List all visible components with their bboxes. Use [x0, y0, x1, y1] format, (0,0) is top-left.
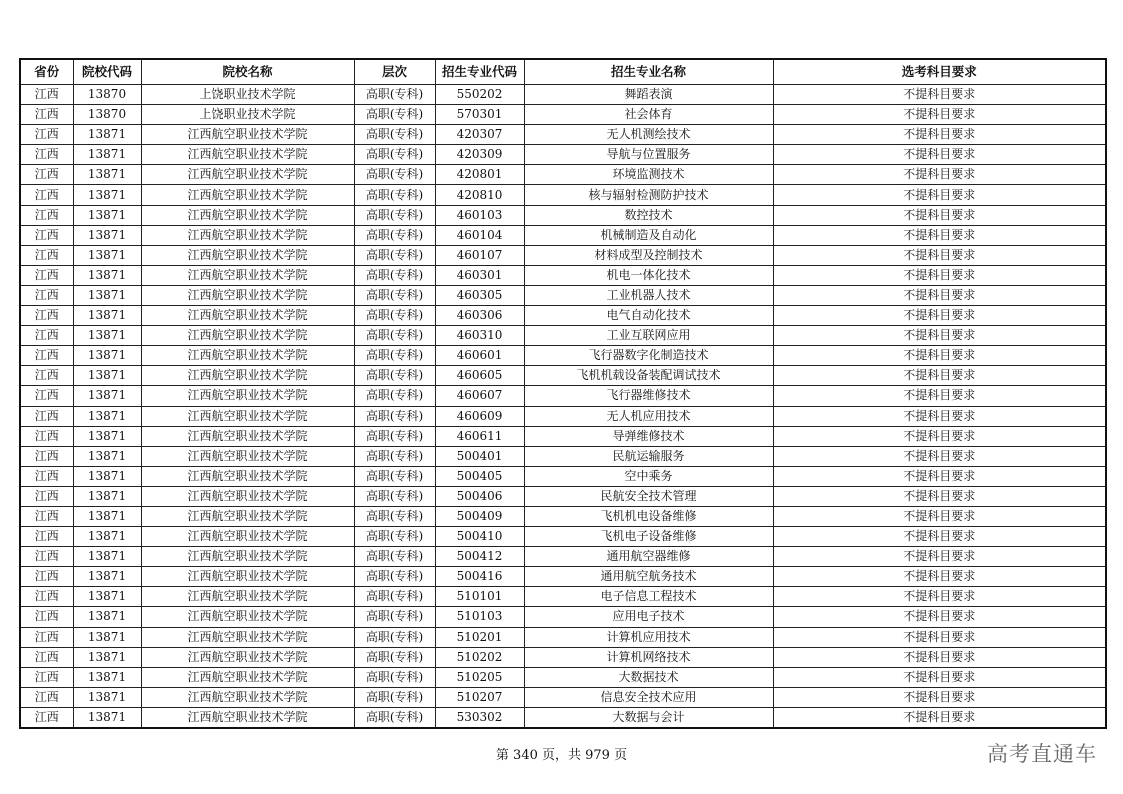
subject-requirement-cell: 不提科目要求: [773, 426, 1106, 446]
school-name-cell: 江西航空职业技术学院: [141, 145, 354, 165]
school-code-cell: 13871: [73, 667, 141, 687]
major-code-cell: 500412: [435, 547, 524, 567]
subject-requirement-cell: 不提科目要求: [773, 687, 1106, 707]
province-cell: 江西: [20, 165, 73, 185]
province-cell: 江西: [20, 326, 73, 346]
major-name-cell: 材料成型及控制技术: [524, 245, 773, 265]
school-name-cell: 江西航空职业技术学院: [141, 245, 354, 265]
province-cell: 江西: [20, 567, 73, 587]
subject-requirement-cell: 不提科目要求: [773, 245, 1106, 265]
school-code-cell: 13871: [73, 326, 141, 346]
province-cell: 江西: [20, 587, 73, 607]
major-code-cell: 460310: [435, 326, 524, 346]
table-row: [20, 386, 1106, 406]
province-cell: 江西: [20, 306, 73, 326]
admissions-table-container: [19, 58, 1105, 729]
major-code-cell: 500416: [435, 567, 524, 587]
table-row: [20, 567, 1106, 587]
major-code-cell: 530302: [435, 707, 524, 728]
subject-requirement-cell: 不提科目要求: [773, 567, 1106, 587]
school-name-cell: 江西航空职业技术学院: [141, 386, 354, 406]
subject-requirement-cell: 不提科目要求: [773, 225, 1106, 245]
province-cell: 江西: [20, 105, 73, 125]
table-row: [20, 446, 1106, 466]
level-cell: 高职(专科): [354, 245, 435, 265]
major-code-cell: 550202: [435, 85, 524, 105]
school-code-cell: 13871: [73, 205, 141, 225]
school-name-cell: 江西航空职业技术学院: [141, 165, 354, 185]
major-name-cell: 无人机应用技术: [524, 406, 773, 426]
level-cell: 高职(专科): [354, 285, 435, 305]
school-code-cell: 13871: [73, 486, 141, 506]
major-name-cell: 大数据技术: [524, 667, 773, 687]
subject-requirement-cell: 不提科目要求: [773, 205, 1106, 225]
major-name-cell: 飞机电子设备维修: [524, 527, 773, 547]
major-code-cell: 460305: [435, 285, 524, 305]
school-code-cell: 13871: [73, 406, 141, 426]
level-cell: 高职(专科): [354, 386, 435, 406]
table-row: [20, 647, 1106, 667]
major-code-cell: 460301: [435, 265, 524, 285]
province-cell: 江西: [20, 205, 73, 225]
province-cell: 江西: [20, 627, 73, 647]
subject-requirement-cell: 不提科目要求: [773, 285, 1106, 305]
table-row: [20, 145, 1106, 165]
province-cell: 江西: [20, 707, 73, 728]
province-cell: 江西: [20, 225, 73, 245]
major-name-cell: 应用电子技术: [524, 607, 773, 627]
subject-requirement-cell: 不提科目要求: [773, 506, 1106, 526]
table-row: [20, 707, 1106, 728]
level-cell: 高职(专科): [354, 426, 435, 446]
school-name-cell: 江西航空职业技术学院: [141, 185, 354, 205]
subject-requirement-cell: 不提科目要求: [773, 647, 1106, 667]
subject-requirement-cell: 不提科目要求: [773, 306, 1106, 326]
school-code-cell: 13871: [73, 707, 141, 728]
table-row: [20, 366, 1106, 386]
province-cell: 江西: [20, 346, 73, 366]
table-row: [20, 607, 1106, 627]
province-cell: 江西: [20, 466, 73, 486]
subject-requirement-cell: 不提科目要求: [773, 707, 1106, 728]
major-name-cell: 飞机机载设备装配调试技术: [524, 366, 773, 386]
level-cell: 高职(专科): [354, 165, 435, 185]
province-cell: 江西: [20, 366, 73, 386]
major-name-cell: 机电一体化技术: [524, 265, 773, 285]
table-row: [20, 667, 1106, 687]
major-name-cell: 数控技术: [524, 205, 773, 225]
school-code-cell: 13871: [73, 527, 141, 547]
major-code-cell: 460107: [435, 245, 524, 265]
major-code-cell: 510207: [435, 687, 524, 707]
school-name-cell: 江西航空职业技术学院: [141, 466, 354, 486]
level-cell: 高职(专科): [354, 346, 435, 366]
school-name-cell: 江西航空职业技术学院: [141, 607, 354, 627]
level-cell: 高职(专科): [354, 306, 435, 326]
subject-requirement-cell: 不提科目要求: [773, 346, 1106, 366]
subject-requirement-cell: 不提科目要求: [773, 527, 1106, 547]
major-name-cell: 环境监测技术: [524, 165, 773, 185]
table-row: [20, 687, 1106, 707]
school-code-cell: 13871: [73, 145, 141, 165]
table-row: [20, 205, 1106, 225]
school-name-cell: 江西航空职业技术学院: [141, 285, 354, 305]
major-code-cell: 510103: [435, 607, 524, 627]
table-row: [20, 306, 1106, 326]
table-row: [20, 165, 1106, 185]
major-name-cell: 计算机网络技术: [524, 647, 773, 667]
major-code-cell: 460601: [435, 346, 524, 366]
school-code-cell: 13871: [73, 547, 141, 567]
school-name-cell: 江西航空职业技术学院: [141, 366, 354, 386]
level-cell: 高职(专科): [354, 366, 435, 386]
province-cell: 江西: [20, 506, 73, 526]
major-name-cell: 民航运输服务: [524, 446, 773, 466]
school-code-cell: 13871: [73, 607, 141, 627]
subject-requirement-cell: 不提科目要求: [773, 446, 1106, 466]
major-code-cell: 510201: [435, 627, 524, 647]
school-name-cell: 江西航空职业技术学院: [141, 707, 354, 728]
level-cell: 高职(专科): [354, 607, 435, 627]
table-row: [20, 326, 1106, 346]
school-name-cell: 江西航空职业技术学院: [141, 306, 354, 326]
major-name-cell: 通用航空航务技术: [524, 567, 773, 587]
subject-requirement-cell: 不提科目要求: [773, 85, 1106, 105]
major-name-cell: 工业互联网应用: [524, 326, 773, 346]
school-name-cell: 江西航空职业技术学院: [141, 587, 354, 607]
major-name-cell: 大数据与会计: [524, 707, 773, 728]
level-cell: 高职(专科): [354, 647, 435, 667]
major-code-cell: 460104: [435, 225, 524, 245]
table-row: [20, 85, 1106, 105]
subject-requirement-cell: 不提科目要求: [773, 326, 1106, 346]
province-cell: 江西: [20, 426, 73, 446]
subject-requirement-cell: 不提科目要求: [773, 547, 1106, 567]
level-cell: 高职(专科): [354, 145, 435, 165]
level-cell: 高职(专科): [354, 446, 435, 466]
major-code-cell: 420309: [435, 145, 524, 165]
province-cell: 江西: [20, 285, 73, 305]
major-name-cell: 电子信息工程技术: [524, 587, 773, 607]
major-code-cell: 500409: [435, 506, 524, 526]
school-name-cell: 江西航空职业技术学院: [141, 486, 354, 506]
subject-requirement-cell: 不提科目要求: [773, 667, 1106, 687]
level-cell: 高职(专科): [354, 667, 435, 687]
school-code-cell: 13871: [73, 446, 141, 466]
major-name-cell: 通用航空器维修: [524, 547, 773, 567]
major-code-cell: 500401: [435, 446, 524, 466]
table-header-row: [20, 59, 1106, 85]
major-code-cell: 460607: [435, 386, 524, 406]
table-row: [20, 346, 1106, 366]
major-name-cell: 机械制造及自动化: [524, 225, 773, 245]
province-cell: 江西: [20, 125, 73, 145]
subject-requirement-cell: 不提科目要求: [773, 466, 1106, 486]
level-cell: 高职(专科): [354, 506, 435, 526]
header-major-code: 招生专业代码: [435, 59, 524, 85]
major-code-cell: 420810: [435, 185, 524, 205]
major-code-cell: 500406: [435, 486, 524, 506]
major-name-cell: 核与辐射检测防护技术: [524, 185, 773, 205]
level-cell: 高职(专科): [354, 265, 435, 285]
level-cell: 高职(专科): [354, 567, 435, 587]
major-code-cell: 460605: [435, 366, 524, 386]
subject-requirement-cell: 不提科目要求: [773, 386, 1106, 406]
school-code-cell: 13871: [73, 627, 141, 647]
subject-requirement-cell: 不提科目要求: [773, 145, 1106, 165]
major-code-cell: 420307: [435, 125, 524, 145]
subject-requirement-cell: 不提科目要求: [773, 486, 1106, 506]
school-name-cell: 江西航空职业技术学院: [141, 667, 354, 687]
major-name-cell: 信息安全技术应用: [524, 687, 773, 707]
school-name-cell: 江西航空职业技术学院: [141, 125, 354, 145]
subject-requirement-cell: 不提科目要求: [773, 105, 1106, 125]
province-cell: 江西: [20, 607, 73, 627]
table-row: [20, 406, 1106, 426]
table-row: [20, 105, 1106, 125]
subject-requirement-cell: 不提科目要求: [773, 265, 1106, 285]
header-level: 层次: [354, 59, 435, 85]
level-cell: 高职(专科): [354, 185, 435, 205]
school-code-cell: 13871: [73, 506, 141, 526]
level-cell: 高职(专科): [354, 326, 435, 346]
level-cell: 高职(专科): [354, 547, 435, 567]
major-code-cell: 500405: [435, 466, 524, 486]
major-code-cell: 460103: [435, 205, 524, 225]
level-cell: 高职(专科): [354, 527, 435, 547]
level-cell: 高职(专科): [354, 486, 435, 506]
subject-requirement-cell: 不提科目要求: [773, 406, 1106, 426]
province-cell: 江西: [20, 527, 73, 547]
table-row: [20, 265, 1106, 285]
school-code-cell: 13871: [73, 587, 141, 607]
school-name-cell: 江西航空职业技术学院: [141, 627, 354, 647]
table-row: [20, 426, 1106, 446]
school-code-cell: 13871: [73, 346, 141, 366]
level-cell: 高职(专科): [354, 85, 435, 105]
level-cell: 高职(专科): [354, 627, 435, 647]
major-name-cell: 舞蹈表演: [524, 85, 773, 105]
province-cell: 江西: [20, 185, 73, 205]
province-cell: 江西: [20, 386, 73, 406]
subject-requirement-cell: 不提科目要求: [773, 627, 1106, 647]
province-cell: 江西: [20, 486, 73, 506]
level-cell: 高职(专科): [354, 125, 435, 145]
school-code-cell: 13871: [73, 386, 141, 406]
province-cell: 江西: [20, 145, 73, 165]
province-cell: 江西: [20, 547, 73, 567]
page-number-footer: 第 340 页，共 979 页: [495, 748, 628, 763]
school-code-cell: 13871: [73, 687, 141, 707]
level-cell: 高职(专科): [354, 687, 435, 707]
table-row: [20, 466, 1106, 486]
major-code-cell: 420801: [435, 165, 524, 185]
major-code-cell: 570301: [435, 105, 524, 125]
school-name-cell: 上饶职业技术学院: [141, 85, 354, 105]
school-code-cell: 13871: [73, 185, 141, 205]
table-row: [20, 125, 1106, 145]
province-cell: 江西: [20, 245, 73, 265]
major-name-cell: 飞行器数字化制造技术: [524, 346, 773, 366]
header-major-name: 招生专业名称: [524, 59, 773, 85]
school-name-cell: 江西航空职业技术学院: [141, 225, 354, 245]
table-row: [20, 547, 1106, 567]
table-row: [20, 486, 1106, 506]
school-name-cell: 江西航空职业技术学院: [141, 687, 354, 707]
school-code-cell: 13871: [73, 265, 141, 285]
major-name-cell: 导航与位置服务: [524, 145, 773, 165]
school-code-cell: 13870: [73, 85, 141, 105]
level-cell: 高职(专科): [354, 707, 435, 728]
level-cell: 高职(专科): [354, 205, 435, 225]
major-name-cell: 社会体育: [524, 105, 773, 125]
major-code-cell: 460609: [435, 406, 524, 426]
school-name-cell: 江西航空职业技术学院: [141, 446, 354, 466]
level-cell: 高职(专科): [354, 225, 435, 245]
header-school-code: 院校代码: [73, 59, 141, 85]
school-name-cell: 江西航空职业技术学院: [141, 527, 354, 547]
major-name-cell: 民航安全技术管理: [524, 486, 773, 506]
major-name-cell: 空中乘务: [524, 466, 773, 486]
table-row: [20, 245, 1106, 265]
major-name-cell: 电气自动化技术: [524, 306, 773, 326]
subject-requirement-cell: 不提科目要求: [773, 165, 1106, 185]
province-cell: 江西: [20, 446, 73, 466]
header-subject-requirement: 选考科目要求: [773, 59, 1106, 85]
table-row: [20, 225, 1106, 245]
level-cell: 高职(专科): [354, 406, 435, 426]
table-row: [20, 587, 1106, 607]
major-name-cell: 飞机机电设备维修: [524, 506, 773, 526]
school-name-cell: 江西航空职业技术学院: [141, 406, 354, 426]
province-cell: 江西: [20, 687, 73, 707]
school-name-cell: 江西航空职业技术学院: [141, 506, 354, 526]
school-code-cell: 13871: [73, 245, 141, 265]
school-code-cell: 13871: [73, 125, 141, 145]
school-name-cell: 江西航空职业技术学院: [141, 567, 354, 587]
major-name-cell: 计算机应用技术: [524, 627, 773, 647]
school-name-cell: 江西航空职业技术学院: [141, 426, 354, 446]
province-cell: 江西: [20, 265, 73, 285]
subject-requirement-cell: 不提科目要求: [773, 366, 1106, 386]
table-body: [20, 85, 1106, 729]
watermark-logo-text: 高考直通车: [987, 742, 1097, 766]
major-code-cell: 460306: [435, 306, 524, 326]
major-name-cell: 飞行器维修技术: [524, 386, 773, 406]
table-row: [20, 185, 1106, 205]
subject-requirement-cell: 不提科目要求: [773, 587, 1106, 607]
school-code-cell: 13871: [73, 366, 141, 386]
province-cell: 江西: [20, 667, 73, 687]
school-code-cell: 13871: [73, 567, 141, 587]
school-code-cell: 13871: [73, 306, 141, 326]
school-code-cell: 13871: [73, 225, 141, 245]
school-code-cell: 13870: [73, 105, 141, 125]
major-code-cell: 510101: [435, 587, 524, 607]
school-name-cell: 江西航空职业技术学院: [141, 326, 354, 346]
school-name-cell: 江西航空职业技术学院: [141, 346, 354, 366]
table-row: [20, 627, 1106, 647]
major-name-cell: 工业机器人技术: [524, 285, 773, 305]
level-cell: 高职(专科): [354, 466, 435, 486]
table-row: [20, 527, 1106, 547]
school-name-cell: 江西航空职业技术学院: [141, 547, 354, 567]
major-code-cell: 510202: [435, 647, 524, 667]
subject-requirement-cell: 不提科目要求: [773, 185, 1106, 205]
school-name-cell: 江西航空职业技术学院: [141, 647, 354, 667]
province-cell: 江西: [20, 85, 73, 105]
school-name-cell: 江西航空职业技术学院: [141, 205, 354, 225]
table-row: [20, 506, 1106, 526]
major-code-cell: 500410: [435, 527, 524, 547]
school-code-cell: 13871: [73, 426, 141, 446]
level-cell: 高职(专科): [354, 587, 435, 607]
major-code-cell: 460611: [435, 426, 524, 446]
admissions-table: [19, 58, 1107, 729]
table-row: [20, 285, 1106, 305]
header-province: 省份: [20, 59, 73, 85]
school-name-cell: 江西航空职业技术学院: [141, 265, 354, 285]
header-school-name: 院校名称: [141, 59, 354, 85]
level-cell: 高职(专科): [354, 105, 435, 125]
province-cell: 江西: [20, 647, 73, 667]
school-name-cell: 上饶职业技术学院: [141, 105, 354, 125]
school-code-cell: 13871: [73, 165, 141, 185]
major-name-cell: 导弹维修技术: [524, 426, 773, 446]
province-cell: 江西: [20, 406, 73, 426]
school-code-cell: 13871: [73, 647, 141, 667]
subject-requirement-cell: 不提科目要求: [773, 607, 1106, 627]
school-code-cell: 13871: [73, 466, 141, 486]
subject-requirement-cell: 不提科目要求: [773, 125, 1106, 145]
major-code-cell: 510205: [435, 667, 524, 687]
school-code-cell: 13871: [73, 285, 141, 305]
major-name-cell: 无人机测绘技术: [524, 125, 773, 145]
